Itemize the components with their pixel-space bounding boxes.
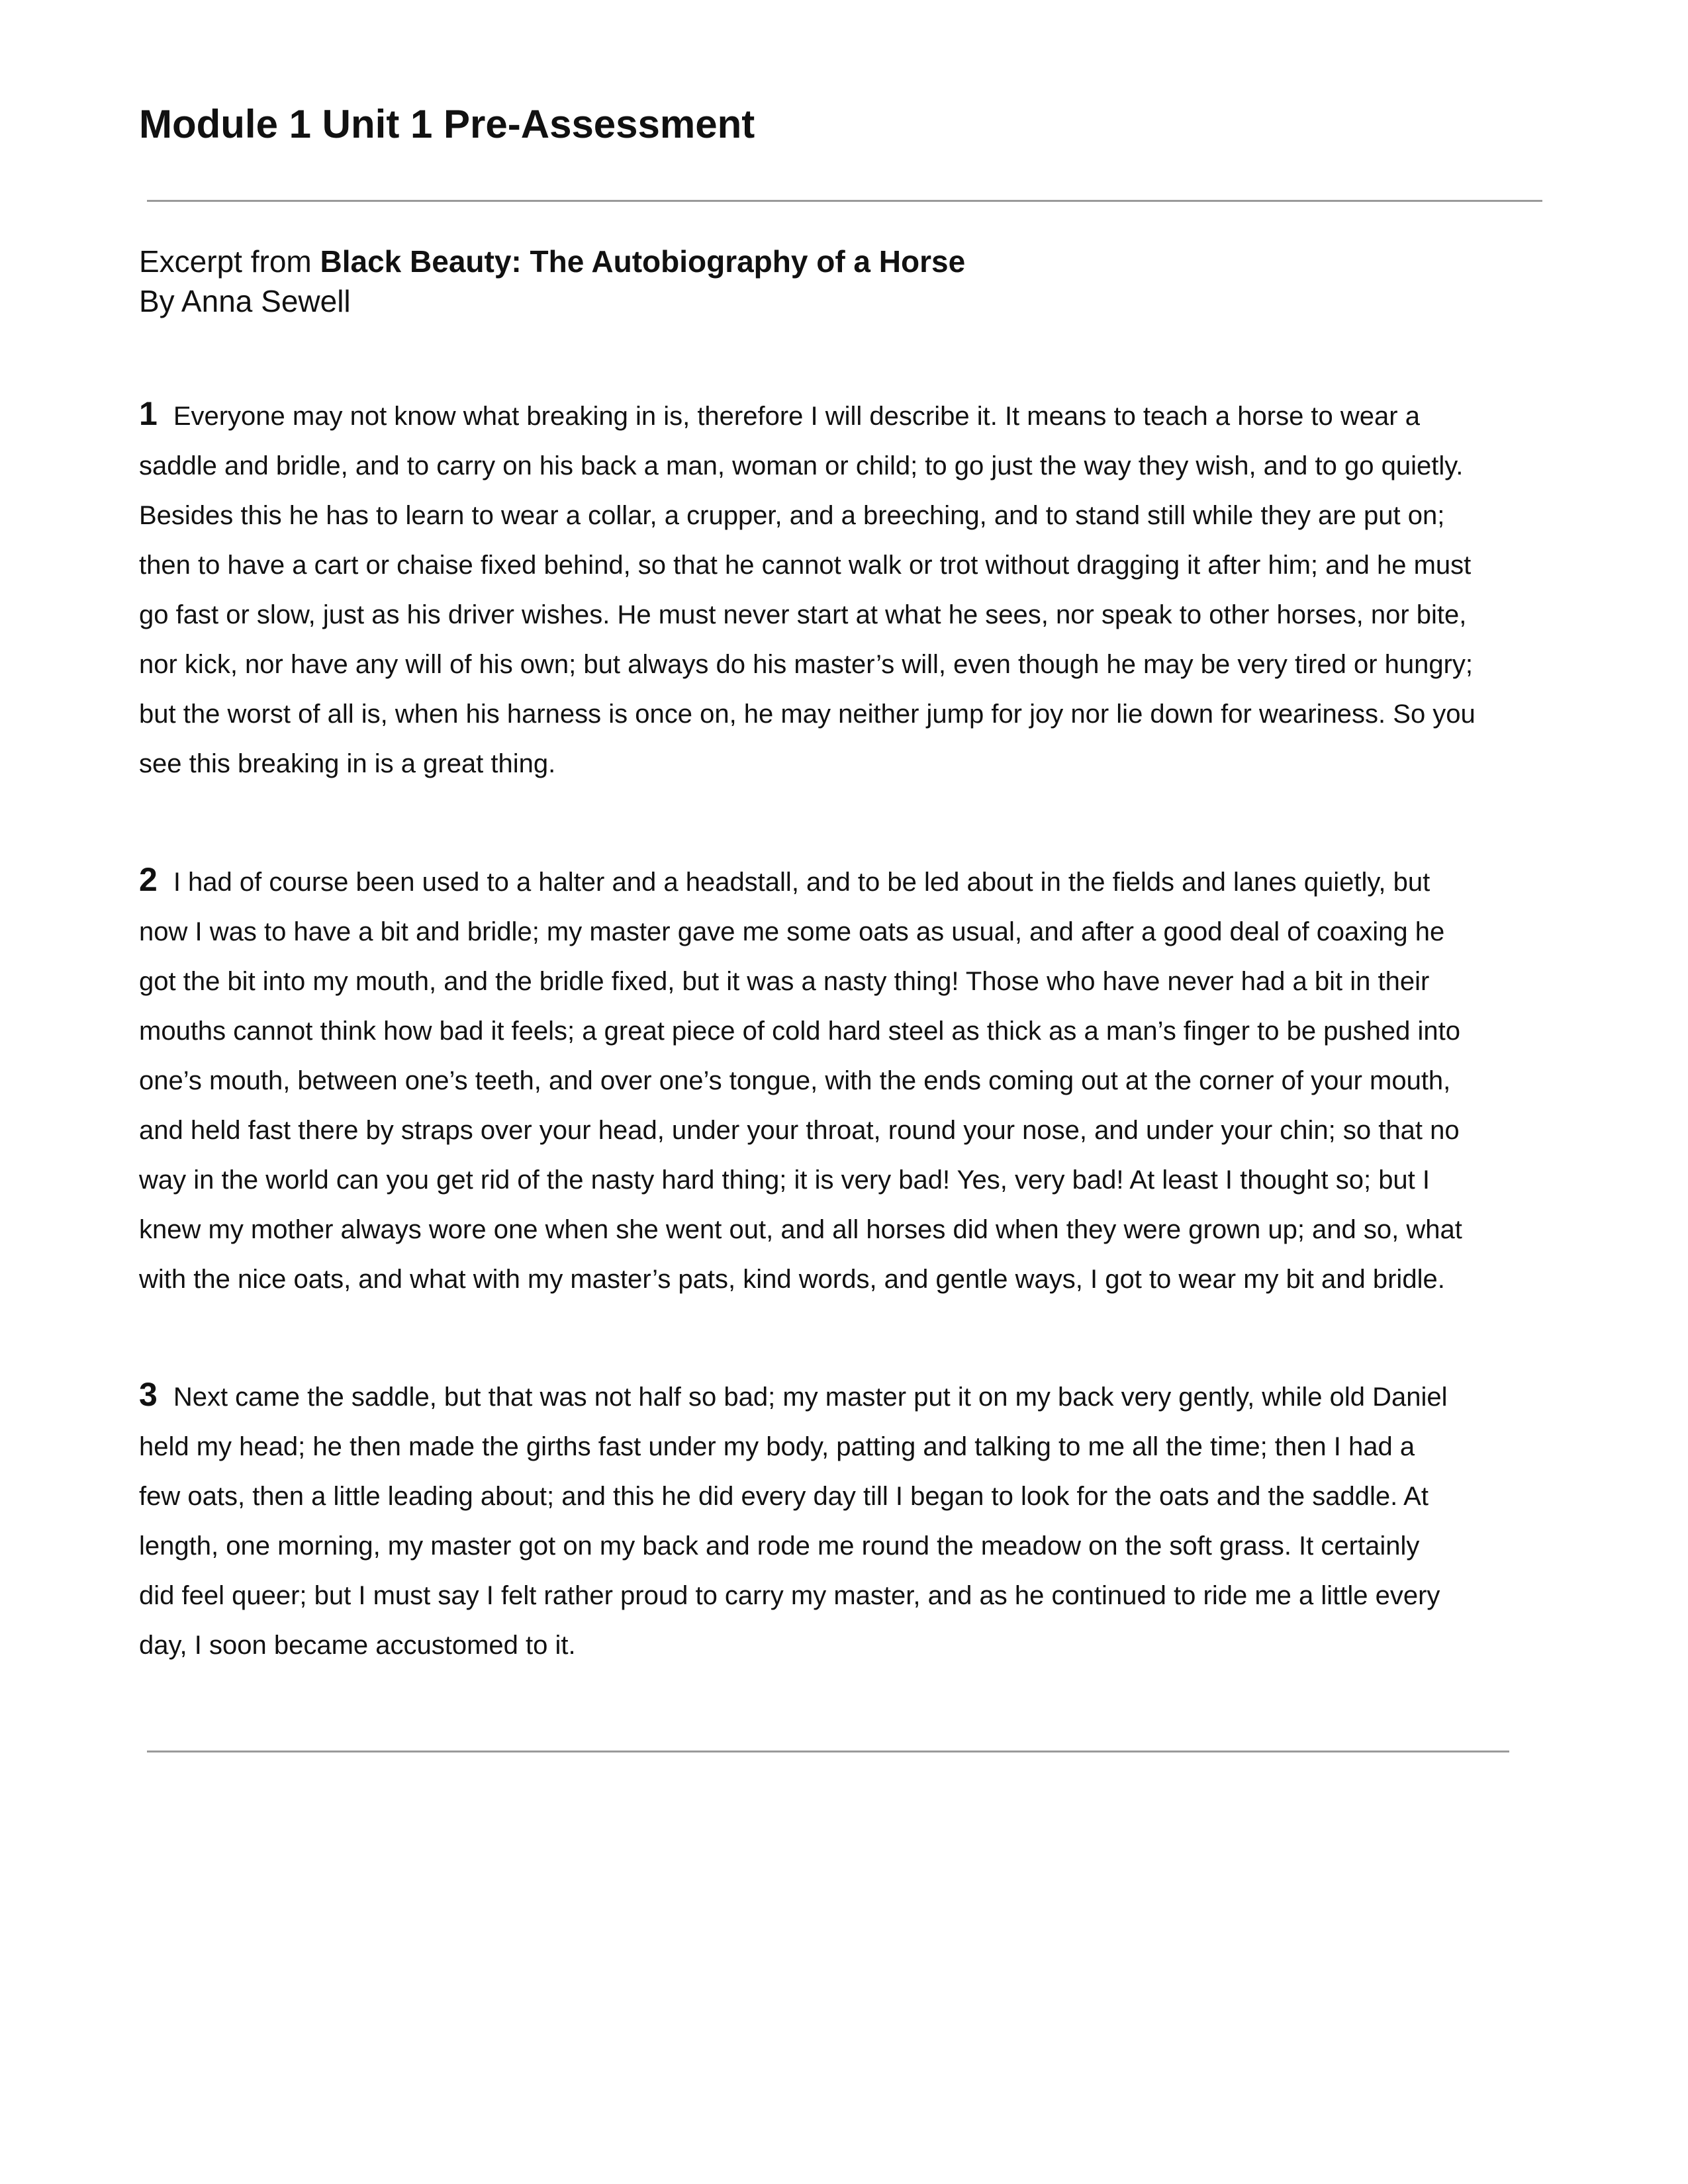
paragraph-line: day, I soon became accustomed to it. [139, 1631, 576, 1660]
page-title: Module 1 Unit 1 Pre-Assessment [139, 102, 755, 146]
paragraph-line: one’s mouth, between one’s teeth, and over one’s tongue, with the ends coming out at the corner of your mouth, [139, 1066, 1451, 1095]
paragraph-line: few oats, then a little leading about; and this he did every day till I began to look for the oats and the saddle. At [139, 1482, 1429, 1511]
paragraph-line: nor kick, nor have any will of his own; but always do his master’s will, even though he may be very tired or hungry; [139, 650, 1474, 679]
paragraph-line: held my head; he then made the girths fast under my body, patting and talking to me all the time; then I had a [139, 1432, 1415, 1461]
source-author: By Anna Sewell [139, 284, 351, 318]
paragraph-line: but the worst of all is, when his harness is once on, he may neither jump for joy nor lie down for weariness. So you [139, 700, 1476, 729]
bottom-divider [147, 1751, 1509, 1752]
paragraph-line: then to have a cart or chaise fixed behind, so that he cannot walk or trot without dragging it after him; and he must [139, 551, 1472, 580]
paragraph-line: 3 Next came the saddle, but that was not half so bad; my master put it on my back very gently, while old Daniel [139, 1376, 1448, 1413]
source-line [139, 242, 965, 281]
paragraph-line: way in the world can you get rid of the nasty hard thing; it is very bad! Yes, very bad! At least I thought so; but I [139, 1165, 1430, 1195]
paragraph-line: saddle and bridle, and to carry on his back a man, woman or child; to go just the way they wish, and to go quietly. [139, 451, 1464, 480]
paragraph-line: length, one morning, my master got on my back and rode me round the meadow on the soft grass. It certainly [139, 1531, 1420, 1561]
paragraph-line: did feel queer; but I must say I felt rather proud to carry my master, and as he continued to ride me a little every [139, 1581, 1440, 1610]
paragraph-line: go fast or slow, just as his driver wishes. He must never start at what he sees, nor speak to other horses, nor bite, [139, 600, 1467, 629]
paragraph-line: Besides this he has to learn to wear a collar, a crupper, and a breeching, and to stand still while they are put on; [139, 501, 1445, 530]
paragraph-line: knew my mother always wore one when she went out, and all horses did when they were grown up; and so, what [139, 1215, 1462, 1244]
paragraph-3 [139, 1370, 1549, 1670]
paragraph-line: 1 Everyone may not know what breaking in is, therefore I will describe it. It means to teach a horse to wear a [139, 395, 1420, 432]
paragraph-2 [139, 855, 1549, 1304]
paragraph-line: 2 I had of course been used to a halter and a headstall, and to be led about in the fields and lanes quietly, but [139, 861, 1430, 898]
top-divider [147, 200, 1542, 202]
paragraph-number: 3 [139, 1376, 158, 1413]
paragraph-line: now I was to have a bit and bridle; my master gave me some oats as usual, and after a good deal of coaxing he [139, 917, 1445, 946]
paragraph-line: got the bit into my mouth, and the bridle fixed, but it was a nasty thing! Those who have never had a bit in their [139, 967, 1430, 996]
paragraph-1 [139, 389, 1549, 789]
source-work-title: Black Beauty: The Autobiography of a Horse [320, 244, 966, 279]
paragraph-line: mouths cannot think how bad it feels; a great piece of cold hard steel as thick as a man’s finger to be pushed into [139, 1017, 1461, 1046]
paragraph-line: with the nice oats, and what with my master’s pats, kind words, and gentle ways, I got to wear my bit and bridle. [139, 1265, 1445, 1294]
paragraph-line: and held fast there by straps over your head, under your throat, round your nose, and under your chin; so that no [139, 1116, 1460, 1145]
paragraph-number: 1 [139, 395, 158, 432]
paragraph-number: 2 [139, 861, 158, 898]
paragraph-line: see this breaking in is a great thing. [139, 749, 556, 778]
source-citation [139, 242, 965, 321]
source-prefix: Excerpt from [139, 244, 320, 279]
